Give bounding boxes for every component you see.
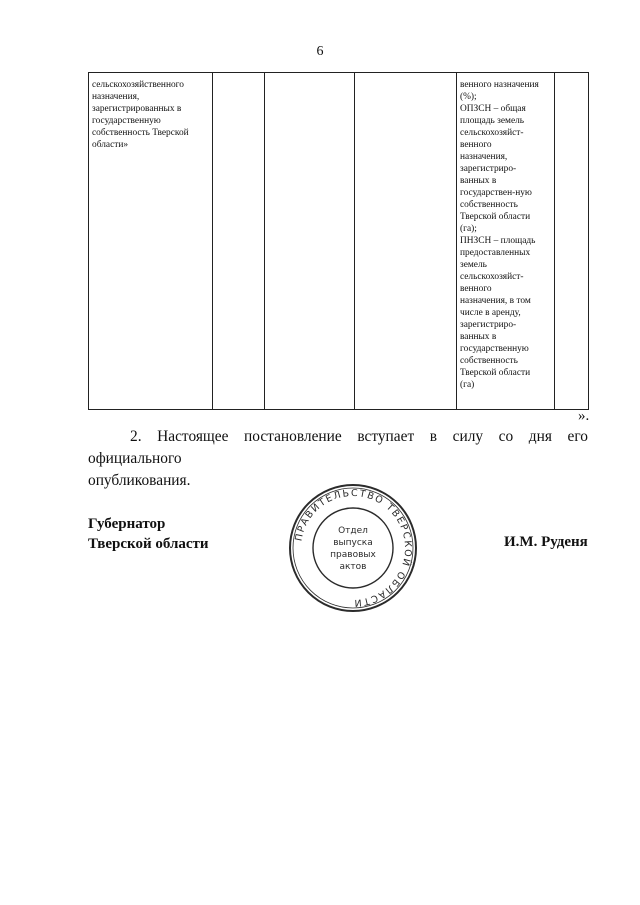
cell-text-line: предоставленных: [460, 248, 531, 258]
cell-text-line: числе в аренду,: [460, 308, 521, 318]
closing-quote: ».: [578, 408, 590, 424]
cell-text-line: зарегистриро-: [460, 164, 517, 174]
cell-text-line: назначения, в том: [460, 296, 531, 306]
signatory-title-line-1: Губернатор: [88, 516, 166, 532]
table-cell-empty: [555, 73, 589, 410]
cell-text-line: площадь земель: [460, 116, 525, 126]
cell-text-line: (%);: [460, 92, 477, 102]
cell-text-line: Тверской области: [460, 368, 531, 378]
table-cell-empty: [355, 73, 457, 410]
cell-text-line: венного: [460, 140, 492, 150]
cell-text-line: сельскохозяйственного: [92, 80, 184, 90]
cell-text-line: сельскохозяйст-: [460, 128, 524, 138]
cell-text-line: государственную: [92, 116, 161, 126]
cell-text-line: государственную: [460, 344, 529, 354]
cell-text-line: (га);: [460, 224, 477, 234]
cell-text-line: (га): [460, 380, 475, 390]
stamp-center-line-1: Отдел: [338, 526, 368, 536]
cell-text-line: ванных в: [460, 176, 497, 186]
cell-text-line: государствен-ную: [460, 188, 532, 198]
cell-text-line: зарегистрированных в: [92, 104, 182, 114]
signatory-title: [88, 514, 209, 554]
stamp-center-line-4: актов: [339, 562, 367, 572]
page-number: 6: [316, 44, 324, 59]
cell-text-line: собственность: [460, 356, 518, 366]
cell-text-line: земель: [460, 260, 487, 270]
signatory-name: И.М. Руденя: [504, 534, 588, 550]
table-cell-empty: [265, 73, 355, 410]
cell-text-line: ОПЗСН – общая: [460, 104, 526, 114]
signatory-title-line-2: Тверской области: [88, 536, 209, 552]
cell-text-line: собственность: [460, 200, 518, 210]
paragraph-line-2: опубликования.: [88, 472, 191, 489]
indicator-table: [88, 72, 589, 410]
stamp-ring-text: ПРАВИТЕЛЬСТВО ТВЕРСКОЙ ОБЛАСТИ: [293, 487, 414, 609]
stamp-center-line-2: выпуска: [333, 538, 373, 548]
stamp-inner-ring: [313, 508, 393, 588]
cell-text-line: области»: [92, 140, 129, 150]
cell-text-line: ванных в: [460, 332, 497, 342]
table-cell-indicator-name: [89, 73, 213, 410]
cell-text-line: венного назначения: [460, 80, 539, 90]
table-cell-empty: [213, 73, 265, 410]
cell-text-line: ПНЗСН – площадь: [460, 236, 536, 246]
cell-text-line: назначения,: [92, 92, 140, 102]
table-row: [89, 73, 589, 410]
stamp-center-line-3: правовых: [330, 550, 376, 560]
cell-text-line: зарегистриро-: [460, 320, 517, 330]
official-stamp: [283, 482, 423, 614]
cell-text-line: собственность Тверской: [92, 128, 189, 138]
table-cell-formula-description: [457, 73, 555, 410]
cell-text-line: Тверской области: [460, 212, 531, 222]
cell-text-line: сельскохозяйст-: [460, 272, 524, 282]
cell-text-line: назначения,: [460, 152, 508, 162]
paragraph-line-1: 2. Настоящее постановление вступает в силу со дня его официального: [88, 428, 588, 467]
stamp-outer-ring: [290, 485, 416, 611]
cell-text-line: венного: [460, 284, 492, 294]
